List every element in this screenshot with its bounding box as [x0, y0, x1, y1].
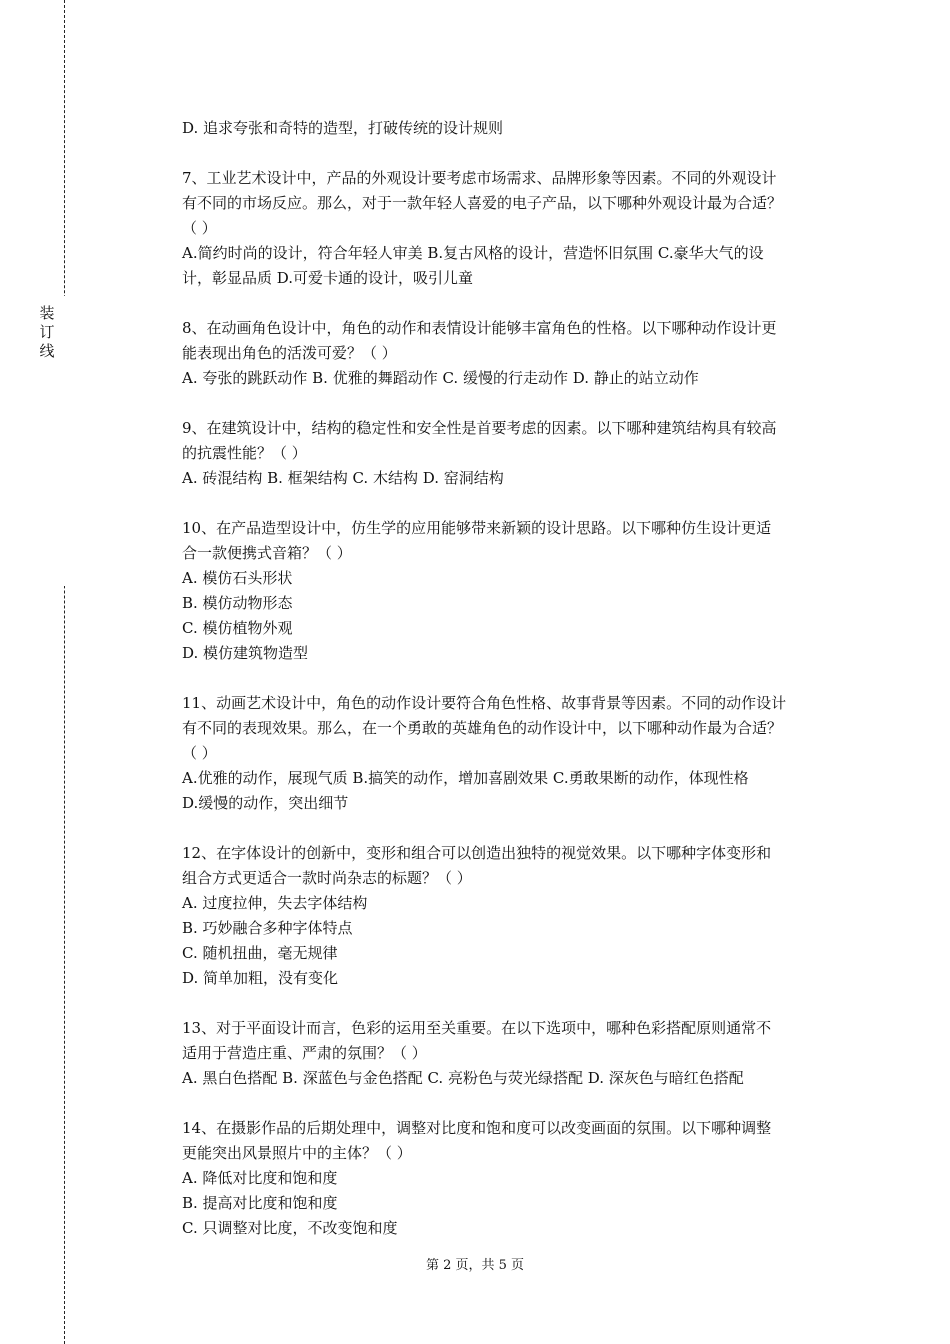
page-number-footer: 第 2 页，共 5 页 — [425, 1258, 525, 1273]
text-line: A. 黑白色搭配 B. 深蓝色与金色搭配 C. 亮粉色与荧光绿搭配 D. 深灰色与暗红色搭配 — [182, 1069, 744, 1087]
text-line: 有不同的表现效果。那么，在一个勇敢的英雄角色的动作设计中，以下哪种动作最为合适？ — [182, 719, 783, 737]
text-line: A. 过度拉伸，失去字体结构 — [182, 894, 368, 912]
text-line: D. 模仿建筑物造型 — [182, 644, 309, 662]
text-line: B. 巧妙融合多种字体特点 — [182, 919, 353, 937]
text-line: A. 降低对比度和饱和度 — [182, 1169, 338, 1187]
text-line: 组合方式更适合一款时尚杂志的标题？（ ） — [182, 869, 472, 887]
text-line: B. 提高对比度和饱和度 — [182, 1194, 338, 1212]
text-line: （ ） — [182, 744, 217, 762]
text-line: C. 随机扭曲，毫无规律 — [182, 944, 338, 962]
text-line: B. 模仿动物形态 — [182, 594, 293, 612]
text-line: C. 只调整对比度，不改变饱和度 — [182, 1219, 398, 1237]
text-line: D. 简单加粗，没有变化 — [182, 969, 339, 987]
page-content — [182, 116, 842, 1241]
lead-option — [182, 116, 842, 141]
text-line: 12、在字体设计的创新中，变形和组合可以创造出独特的视觉效果。以下哪种字体变形和 — [182, 844, 772, 862]
text-line: D.缓慢的动作，突出细节 — [182, 794, 349, 812]
question-12 — [182, 841, 842, 991]
text-line: 更能突出风景照片中的主体？（ ） — [182, 1144, 412, 1162]
text-line: D. 追求夸张和奇特的造型，打破传统的设计规则 — [182, 119, 504, 137]
question-8 — [182, 316, 842, 391]
binding-line-gap — [56, 296, 72, 586]
text-line: 10、在产品造型设计中，仿生学的应用能够带来新颖的设计思路。以下哪种仿生设计更适 — [182, 519, 772, 537]
text-line: A. 模仿石头形状 — [182, 569, 293, 587]
question-14 — [182, 1116, 842, 1241]
text-line: A. 砖混结构 B. 框架结构 C. 木结构 D. 窑洞结构 — [182, 469, 504, 487]
binding-label: 装订线 — [39, 304, 55, 360]
text-line: A.简约时尚的设计，符合年轻人审美 B.复古风格的设计，营造怀旧氛围 C.豪华大气的设 — [182, 244, 764, 262]
text-line: 14、在摄影作品的后期处理中，调整对比度和饱和度可以改变画面的氛围。以下哪种调整 — [182, 1119, 772, 1137]
text-line: A. 夸张的跳跃动作 B. 优雅的舞蹈动作 C. 缓慢的行走动作 D. 静止的站立动作 — [182, 369, 699, 387]
text-line: 能表现出角色的活泼可爱？（ ） — [182, 344, 397, 362]
question-7 — [182, 166, 842, 291]
question-9 — [182, 416, 842, 491]
text-line: A.优雅的动作，展现气质 B.搞笑的动作，增加喜剧效果 C.勇敢果断的动作，体现性格 — [182, 769, 749, 787]
binding-dashed-line — [64, 0, 65, 1344]
text-line: 的抗震性能？（ ） — [182, 444, 307, 462]
text-line: C. 模仿植物外观 — [182, 619, 293, 637]
text-line: 适用于营造庄重、严肃的氛围？（ ） — [182, 1044, 427, 1062]
text-line: 9、在建筑设计中，结构的稳定性和安全性是首要考虑的因素。以下哪种建筑结构具有较高 — [182, 419, 777, 437]
text-line: 8、在动画角色设计中，角色的动作和表情设计能够丰富角色的性格。以下哪种动作设计更 — [182, 319, 777, 337]
text-line: 计，彰显品质 D.可爱卡通的设计，吸引儿童 — [182, 269, 474, 287]
text-line: 7、工业艺术设计中，产品的外观设计要考虑市场需求、品牌形象等因素。不同的外观设计 — [182, 169, 777, 187]
text-line: 合一款便携式音箱？（ ） — [182, 544, 352, 562]
question-13 — [182, 1016, 842, 1091]
question-10 — [182, 516, 842, 666]
question-11 — [182, 691, 842, 816]
text-line: 有不同的市场反应。那么，对于一款年轻人喜爱的电子产品，以下哪种外观设计最为合适？ — [182, 194, 783, 212]
text-line: 11、动画艺术设计中，角色的动作设计要符合角色性格、故事背景等因素。不同的动作设计 — [182, 694, 787, 712]
text-line: （ ） — [182, 219, 217, 237]
text-line: 13、对于平面设计而言，色彩的运用至关重要。在以下选项中，哪种色彩搭配原则通常不 — [182, 1019, 772, 1037]
